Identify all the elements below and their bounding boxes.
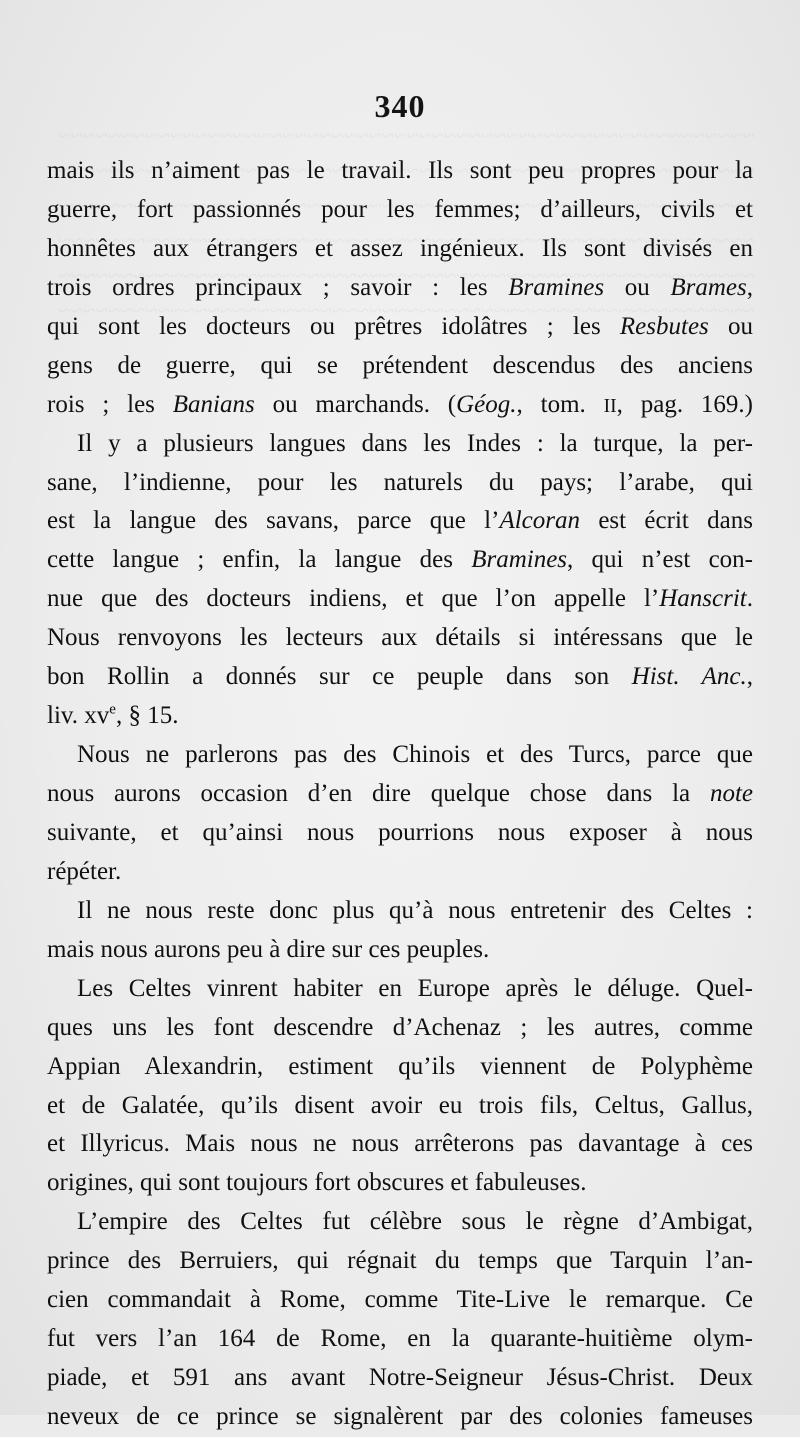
text-line: et Illyricus. Mais nous ne nous arrêterons pas davantage à ces [47, 1130, 753, 1158]
text-line: bon Rollin a donnés sur ce peuple dans son Hist. Anc., [47, 663, 754, 691]
text-line: nous aurons occasion d’en dire quelque chose dans la note [47, 780, 753, 807]
text-line: Nous ne parlerons pas des Chinois et des Turcs, parce que [77, 741, 753, 769]
text-line: sane, l’indienne, pour les naturels du pays; l’arabe, qui [47, 468, 753, 496]
text-line: ques uns les font descendre d’Achenaz ; les autres, comme [47, 1013, 753, 1041]
text-line: trois ordres principaux ; savoir : les Bramines ou Brames, [47, 273, 754, 301]
text-line: fut vers l’an 164 de Rome, en la quarante-huitième olym- [47, 1325, 753, 1353]
text-line: Il y a plusieurs langues dans les Indes : la turque, la per- [77, 429, 753, 457]
text-line: guerre, fort passionnés pour les femmes; d’ailleurs, civils et [47, 195, 753, 223]
text-line: Nous renvoyons les lecteurs aux détails si intéressans que le [47, 624, 753, 652]
text-line: répéter. [47, 857, 122, 885]
text-line: origines, qui sont toujours fort obscures et fabuleuses. [47, 1169, 587, 1197]
text-line: cien commandait à Rome, comme Tite-Live le remarque. Ce [47, 1286, 753, 1314]
text-line: liv. $xv^e$, § 15. [47, 701, 179, 730]
text-line: L’empire des Celtes fut célèbre sous le règne d’Ambigat, [77, 1208, 753, 1236]
text-line: Il ne nous reste donc plus qu’à nous entretenir des Celtes : [77, 896, 753, 924]
body-text [47, 152, 753, 1437]
text-line: mais nous aurons peu à dire sur ces peuples. [47, 935, 490, 963]
text-line: gens de guerre, qui se prétendent descendus des anciens [47, 351, 753, 379]
text-line: piade, et 591 ans avant Notre-Seigneur Jésus-Christ. Deux [47, 1364, 753, 1392]
text-line: neveux de ce prince se signalèrent par des colonies fameuses [47, 1403, 753, 1430]
text-line: cette langue ; enfin, la langue des Bramines, qui n’est con- [47, 546, 753, 574]
text-line: et de Galatée, qu’ils disent avoir eu trois fils, Celtus, Gallus, [47, 1091, 753, 1119]
text-line: Appian Alexandrin, estiment qu’ils viennent de Polyphème [47, 1052, 753, 1080]
text-line: suivante, et qu’ainsi nous pourrions nous exposer à nous [47, 818, 753, 846]
text-line: qui sont les docteurs ou prêtres idolâtres ; les Resbutes ou [47, 312, 754, 340]
text-line: nue que des docteurs indiens, et que l’on appelle l’Hanscrit. [47, 585, 753, 613]
text-line: rois ; les Banians ou marchands. (Géog., tom. II, pag. 169.) [47, 390, 753, 418]
text-line: prince des Berruiers, qui régnait du temps que Tarquin l’an- [47, 1247, 753, 1275]
text-line: mais ils n’aiment pas le travail. Ils sont peu propres pour la [47, 157, 753, 184]
text-line: honnêtes aux étrangers et assez ingénieux. Ils sont divisés en [47, 234, 753, 262]
text-line: Les Celtes vinrent habiter en Europe après le déluge. Quel- [77, 974, 753, 1002]
page-number: 340 [374, 88, 426, 124]
text-line: est la langue des savans, parce que l’Alcoran est écrit dans [47, 507, 753, 535]
